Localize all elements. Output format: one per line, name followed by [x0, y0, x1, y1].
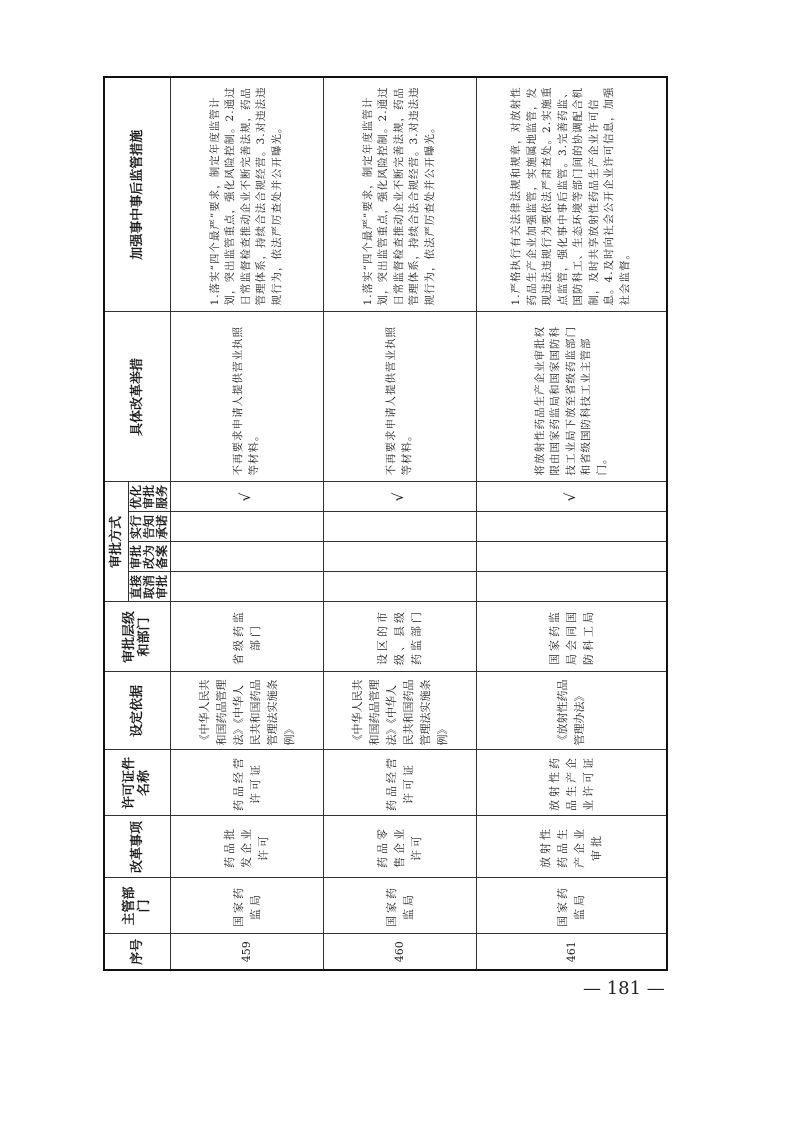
cell-basis: 《中华人民共和国药品管理法》《中华人民共和国药品管理法实施条例》 [170, 672, 323, 750]
cell-mode-cancel [323, 572, 476, 602]
cell-level: 设区的市级、县级药监部门 [323, 602, 476, 672]
cell-item: 药品批发企业许可 [170, 816, 323, 878]
cell-dept: 国家药监局 [476, 878, 667, 934]
cell-license: 放射性药品生产企业许可证 [476, 750, 667, 816]
cell-license: 药品经营许可证 [170, 750, 323, 816]
cell-item: 放射性药品生产企业审批 [476, 816, 667, 878]
header-row-1 [104, 77, 128, 970]
table-row [170, 77, 323, 970]
cell-basis: 《放射性药品管理办法》 [476, 672, 667, 750]
cell-measures: 不再要求申请人提供营业执照等材料。 [170, 312, 323, 482]
cell-level: 国家药监局会同国防科工局 [476, 602, 667, 672]
page-number: — 181 — [583, 978, 665, 999]
cell-mode-filing [170, 542, 323, 572]
rotated-page [103, 86, 668, 971]
cell-mode-filing [323, 542, 476, 572]
cell-seq: 461 [476, 934, 667, 970]
cell-supervision: 1.落实“四个最严”要求，制定年度监管计划，突出监管重点，强化风险控制。2.通过日常监督检查推动企业不断完善法规，药品管理体系，持续合法合规经营。3.对违法违规行为，依法严厉查处并公开曝光。 [323, 77, 476, 312]
header-mode-group: 审批方式 [104, 482, 128, 602]
header-mode-notify: 实行告知承诺 [128, 512, 170, 542]
table-row [476, 77, 667, 970]
check-mark: √ [476, 482, 667, 512]
header-seq: 序号 [104, 934, 170, 970]
cell-basis: 《中华人民共和国药品管理法》《中华人民共和国药品管理法实施条例》 [323, 672, 476, 750]
cell-supervision: 1.严格执行有关法律法规和规章，对放射性药品生产企业加强监管，实施属地监管，发现违法违规行为要依法严肃查处。2.实施重点监管，强化事中事后监管。3.完善药监、国防科工、生态环境等部门间的协调配合机制，及时共享放射性药品生产企业许可信息。4.及时向社会公开企业许可信息，加强社会监督。 [476, 77, 667, 312]
table-row [323, 77, 476, 970]
reform-table [103, 76, 668, 971]
header-mode-optimize: 优化审批服务 [128, 482, 170, 512]
cell-mode-cancel [476, 572, 667, 602]
cell-seq: 459 [170, 934, 323, 970]
header-mode-cancel: 直接取消审批 [128, 572, 170, 602]
header-basis: 设定依据 [104, 672, 170, 750]
cell-measures: 将放射性药品生产企业审批权限由国家药监局和国家国防科技工业局下放至省级药监部门和省级国防科技工业主管部门。 [476, 312, 667, 482]
header-license: 许可证件名称 [104, 750, 170, 816]
cell-mode-notify [170, 512, 323, 542]
check-mark: √ [170, 482, 323, 512]
cell-level: 省级药监部门 [170, 602, 323, 672]
header-measures: 具体改革举措 [104, 312, 170, 482]
cell-dept: 国家药监局 [170, 878, 323, 934]
check-mark: √ [323, 482, 476, 512]
cell-license: 药品经营许可证 [323, 750, 476, 816]
cell-item: 药品零售企业许可 [323, 816, 476, 878]
cell-mode-cancel [170, 572, 323, 602]
header-item: 改革事项 [104, 816, 170, 878]
cell-measures: 不再要求申请人提供营业执照等材料。 [323, 312, 476, 482]
cell-dept: 国家药监局 [323, 878, 476, 934]
header-dept: 主管部门 [104, 878, 170, 934]
cell-seq: 460 [323, 934, 476, 970]
cell-supervision: 1.落实“四个最严”要求，制定年度监管计划，突出监管重点，强化风险控制。2.通过日常监督检查推动企业不断完善法规，药品管理体系，持续合法合规经营。3.对违法违规行为，依法严厉查处并公开曝光。 [170, 77, 323, 312]
header-supervision: 加强事中事后监管措施 [104, 77, 170, 312]
cell-mode-filing [476, 542, 667, 572]
cell-mode-notify [476, 512, 667, 542]
cell-mode-notify [323, 512, 476, 542]
header-level: 审批层级和部门 [104, 602, 170, 672]
header-mode-filing: 审批改为备案 [128, 542, 170, 572]
landscape-container [103, 86, 668, 971]
